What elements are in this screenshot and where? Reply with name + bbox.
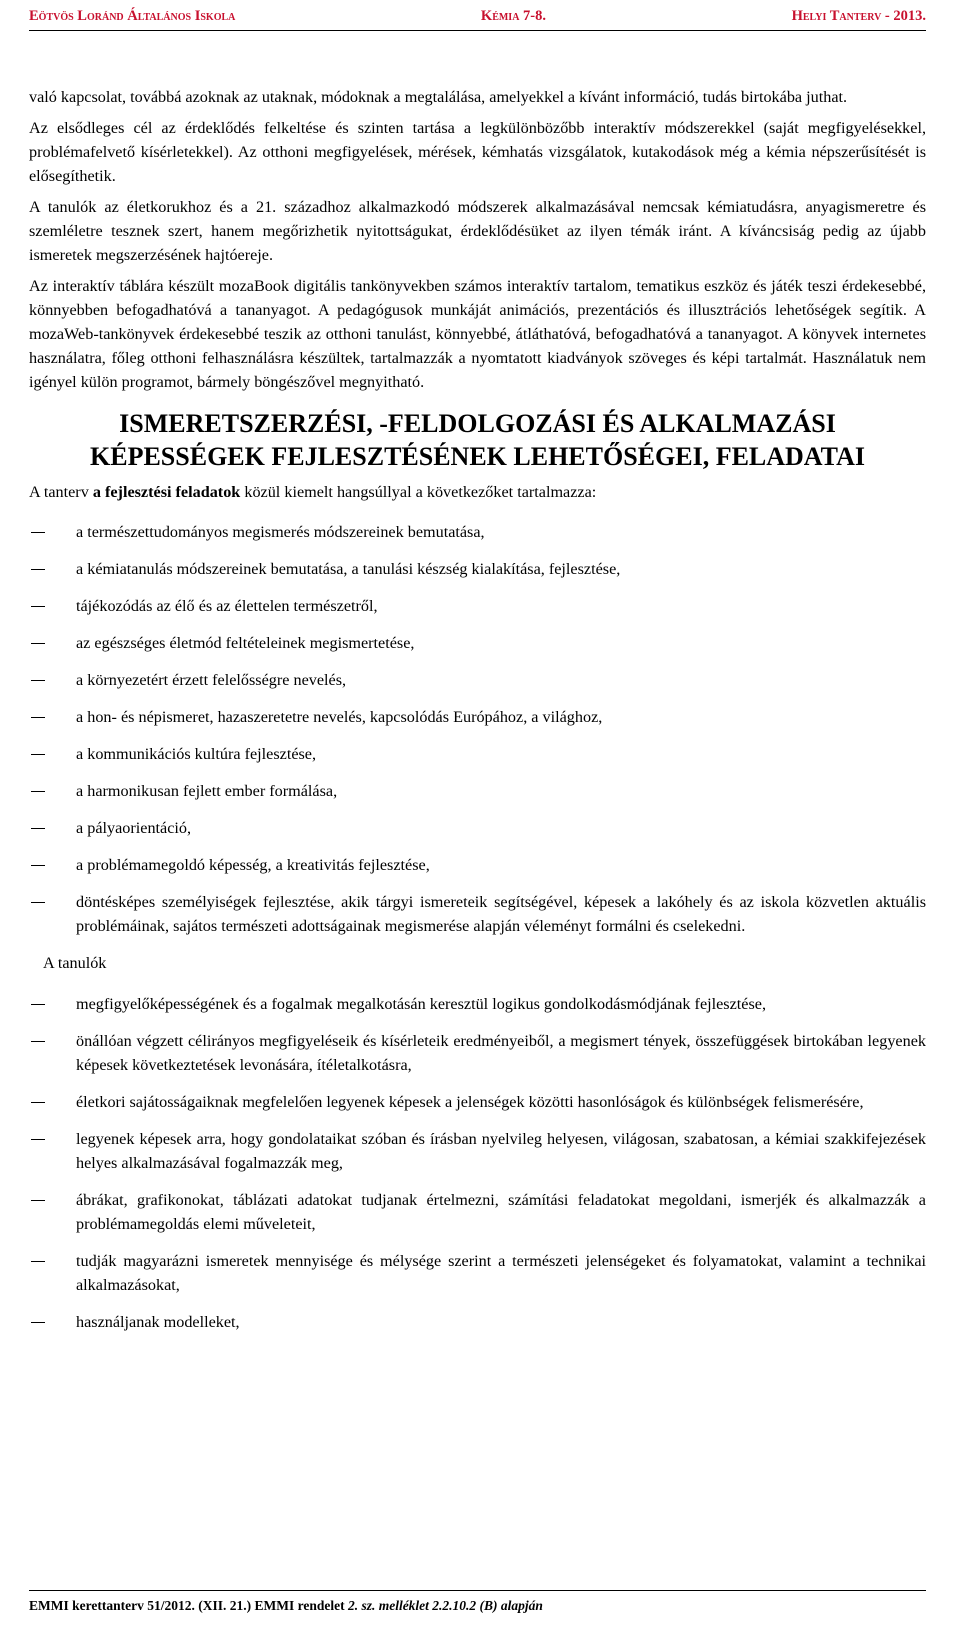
lead-bold: a fejlesztési feladatok (92, 483, 241, 501)
list-item: önállóan végzett célirányos megfigyeléseik és kísérleteik eredményeiből, a megismert tények, összefüggések birtokában legyenek képesek következtetések levonására, ítéletalkotásra, (29, 1029, 926, 1077)
list-item: a természettudományos megismerés módszereinek bemutatása, (29, 520, 926, 544)
paragraph: való kapcsolat, továbbá azoknak az utaknak, módoknak a megtalálása, amelyekkel a kívánt információ, tudás birtokába juthat. (29, 88, 848, 106)
section-title (29, 407, 926, 473)
list-item: legyenek képesek arra, hogy gondolataikat szóban és írásban nyelvileg helyesen, világosan, szabatosan, a kémiai szakkifejezések helyes alkalmazásával fogalmazzák meg, (29, 1127, 926, 1175)
footer-reference: EMMI kerettanterv 51/2012. (XII. 21.) EMMI rendelet (29, 1598, 348, 1613)
list-item: a pályaorientáció, (29, 816, 926, 840)
list-item: a környezetért érzett felelősségre nevelés, (29, 668, 926, 692)
page-content (29, 85, 926, 1347)
list-item: az egészséges életmód feltételeinek megismertetése, (29, 631, 926, 655)
list-item: döntésképes személyiségek fejlesztése, akik tárgyi ismereteik segítségével, képesek a lakóhely és az iskola közvetlen aktuális problémáinak, sajátos természeti adottságainak megismerése alapján véleményt formálni és cselekedni. (29, 890, 926, 938)
footer-reference-italic: 2. sz. melléklet 2.2.10.2 (B) alapján (347, 1598, 543, 1613)
lead-before: A tanterv (29, 483, 93, 501)
lead-paragraph (29, 480, 926, 504)
list-item: a kémiatanulás módszereinek bemutatása, a tanulási készség kialakítása, fejlesztése, (29, 557, 926, 581)
lead-after: közül kiemelt hangsúllyal a következőket tartalmazza: (240, 483, 597, 501)
section-title-line2: KÉPESSÉGEK FEJLESZTÉSÉNEK LEHETŐSÉGEI, FELADATAI (90, 442, 865, 471)
list-item: tájékozódás az élő és az élettelen természetről, (29, 594, 926, 618)
list-item: ábrákat, grafikonokat, táblázati adatokat tudjanak értelmezni, számítási feladatokat megoldani, ismerjék és alkalmazzák a problémamegoldás elemi műveleteit, (29, 1188, 926, 1236)
list-item: használjanak modelleket, (29, 1310, 926, 1334)
list-item: a hon- és népismeret, hazaszeretetre nevelés, kapcsolódás Európához, a világhoz, (29, 705, 926, 729)
section-title-line1: ISMERETSZERZÉSI, -FELDOLGOZÁSI ÉS ALKALMAZÁSI (119, 409, 836, 438)
list-item: a problémamegoldó képesség, a kreativitás fejlesztése, (29, 853, 926, 877)
paragraph: Az interaktív táblára készült mozaBook digitális tankönyvekben számos interaktív tartalom, tematikus eszköz és játék teszi érdekesebbé, könnyebben befogadhatóvá a tananyagot. A pedagógusok munkáját animációs, prezentációs és illusztrációs lehetőségek segítik. A mozaWeb-tankönyvek érdekesebbé teszik az otthoni tanulást, könnyebbé, átláthatóvá, befogadhatóvá a tananyagot. A könyvek internetes használatra, főleg otthoni felhasználásra készültek, tartalmazzák a nyomtatott kiadványok szöveges és képi tartalmát. Használatuk nem igényel külön programot, bármely böngészővel megnyitható. (29, 277, 926, 391)
list-item: életkori sajátosságaiknak megfelelően legyenek képesek a jelenségek közötti hasonlóságok és különbségek felismerésére, (29, 1090, 926, 1114)
page-footer (29, 1590, 926, 1615)
students-list (29, 992, 926, 1334)
list-item: a kommunikációs kultúra fejlesztése, (29, 742, 926, 766)
header-curriculum: Helyi Tanterv - 2013. (791, 8, 926, 24)
header-subject: Kémia 7-8. (480, 8, 547, 24)
development-tasks-list (29, 520, 926, 938)
header-school: Eötvös Loránd Általános Iskola (29, 8, 236, 24)
list-item: megfigyelőképességének és a fogalmak megalkotásán keresztül logikus gondolkodásmódjának fejlesztése, (29, 992, 926, 1016)
list-item: a harmonikusan fejlett ember formálása, (29, 779, 926, 803)
paragraph: Az elsődleges cél az érdeklődés felkeltése és szinten tartása a legkülönbözőbb interaktív módszerekkel (saját megfigyelésekkel, problémafelvető kísérletekkel). Az otthoni megfigyelések, mérések, kémhatás vizsgálatok, kutakodások még a kémia népszerűsítését is elősegíthetik. (29, 119, 926, 185)
students-label: A tanulók (43, 954, 107, 972)
paragraph: A tanulók az életkorukhoz és a 21. századhoz alkalmazkodó módszerek alkalmazásával nemcsak kémiatudásra, anyagismeretre és szemléletre tesznek szert, hanem megőrizhetik nyitottságukat, érdeklődésüket az ilyen témák iránt. A kíváncsiság pedig az újabb ismeretek megszerzésének hajtóereje. (29, 198, 926, 264)
page-header (29, 4, 926, 31)
list-item: tudják magyarázni ismeretek mennyisége és mélysége szerint a természeti jelenségeket és folyamatokat, valamint a technikai alkalmazásokat, (29, 1249, 926, 1297)
